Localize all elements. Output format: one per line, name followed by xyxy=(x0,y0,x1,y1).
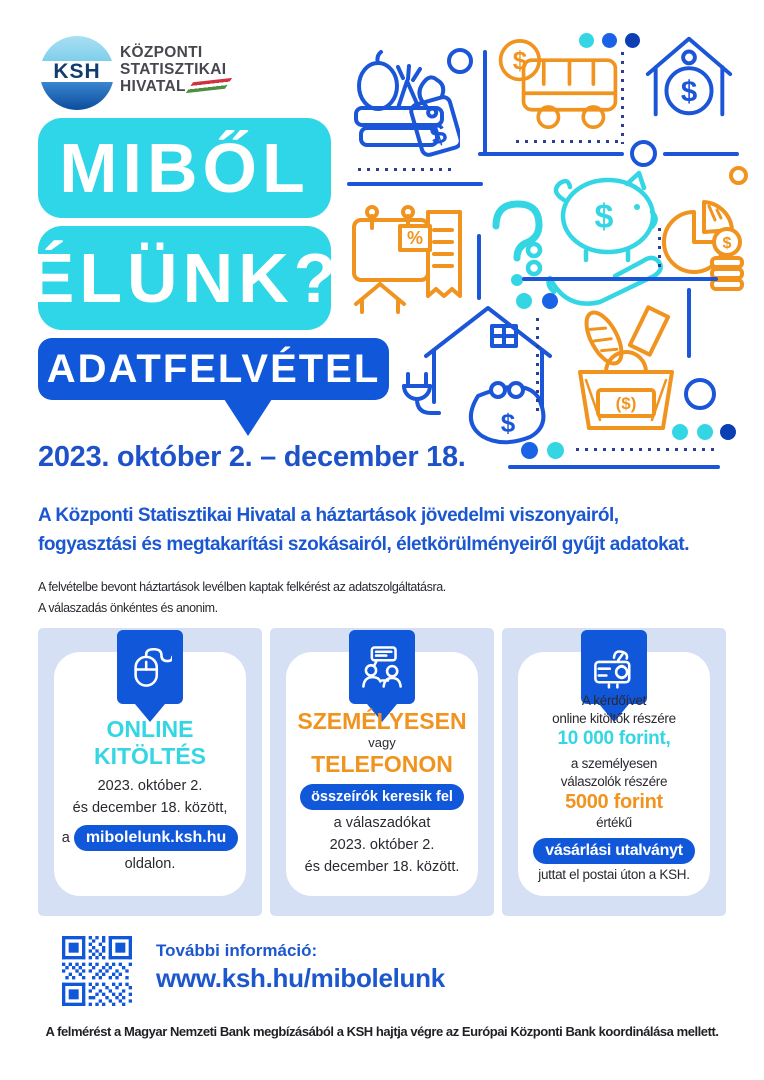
note-paragraph xyxy=(38,577,446,619)
intro-line-2: fogyasztási és megtakarítási szokásairól, életkörülményeiről gyűjt adatokat. xyxy=(38,534,690,555)
dotted-line-decor xyxy=(536,318,539,416)
ksh-logo-name xyxy=(120,44,227,95)
ksh-logo xyxy=(40,36,114,110)
voucher-amount-online: 10 000 forint, xyxy=(557,728,671,749)
in-person-card-content xyxy=(270,628,494,916)
in-person-heading-2: TELEFONON xyxy=(311,751,453,777)
line-decor xyxy=(483,50,487,154)
online-heading-2: KITÖLTÉS xyxy=(93,743,206,769)
voucher-text-2: online kitöltők részére xyxy=(552,710,676,726)
voucher-pill: vásárlási utalványt xyxy=(533,838,695,864)
date-range: 2023. október 2. – december 18. xyxy=(38,441,466,473)
card-in-person xyxy=(270,628,494,916)
hungarian-flag-icon xyxy=(186,78,232,93)
circle-outline-decor xyxy=(447,48,473,74)
dot-decor xyxy=(579,33,594,48)
note-line-2: A válaszadás önkéntes és anonim. xyxy=(38,601,218,615)
line-decor xyxy=(477,234,481,300)
cards-band xyxy=(38,628,726,916)
dotted-line-decor xyxy=(358,168,454,171)
svg-text:%: % xyxy=(406,228,424,248)
logo-name-line1: KÖZPONTI xyxy=(120,44,203,61)
online-pill-row xyxy=(38,825,262,851)
title-word-1: MIBŐL xyxy=(38,118,331,218)
dot-decor xyxy=(521,442,538,459)
card-online xyxy=(38,628,262,916)
line-decor xyxy=(347,182,483,186)
online-pill-prefix: a xyxy=(61,830,70,846)
house-with-dollar-coin-icon xyxy=(640,28,738,126)
title-word-2: ÉLÜNK? xyxy=(38,226,331,330)
dot-decor xyxy=(697,424,713,440)
card-voucher xyxy=(502,628,726,916)
line-decor xyxy=(478,152,624,156)
logo-name-line2: STATISZTIKAI xyxy=(120,61,227,78)
svg-text:$: $ xyxy=(512,47,528,76)
line-decor xyxy=(663,152,739,156)
voucher-text-1: A kérdőívet xyxy=(581,693,647,708)
voucher-text-5: értékű xyxy=(596,815,632,830)
in-person-pill-row xyxy=(270,784,494,810)
banner-tail-decor xyxy=(224,399,272,436)
voucher-pill-row xyxy=(502,838,726,864)
house-plug-purse-icon xyxy=(392,298,574,450)
dotted-line-decor xyxy=(516,140,620,143)
intro-line-1: A Központi Statisztikai Hivatal a háztartások jövedelmi viszonyairól, xyxy=(38,505,619,526)
dot-decor xyxy=(672,424,688,440)
line-decor xyxy=(687,288,691,358)
dotted-line-decor xyxy=(621,52,624,144)
svg-text:$: $ xyxy=(722,235,732,252)
in-person-text-1: a válaszadókat xyxy=(333,815,431,831)
dot-decor xyxy=(602,33,617,48)
voucher-text-3: a személyesen xyxy=(570,756,658,771)
svg-text:$: $ xyxy=(680,75,698,109)
dotted-line-decor xyxy=(658,228,661,270)
in-person-text-3: és december 18. között. xyxy=(304,859,460,875)
bus-with-dollar-coin-icon xyxy=(496,36,620,133)
dot-decor xyxy=(547,442,564,459)
line-decor xyxy=(522,277,718,281)
in-person-heading-1: SZEMÉLYESEN xyxy=(297,708,467,734)
voucher-amount-in-person: 5000 forint xyxy=(565,791,663,813)
online-text-2: és december 18. között, xyxy=(72,800,228,816)
online-suffix: oldalon. xyxy=(124,856,176,872)
online-text-1: 2023. október 2. xyxy=(97,778,203,794)
calendar-with-percent-receipt-icon xyxy=(350,196,464,314)
svg-text:$: $ xyxy=(594,198,614,236)
grocery-basket-price-tag-icon xyxy=(348,44,460,164)
online-card-content xyxy=(38,628,262,916)
disclaimer: A felmérést a Magyar Nemzeti Bank megbízásából a KSH hajtja végre az Európai Központi Bank koordinálása mellett. xyxy=(45,1024,719,1039)
voucher-card-content xyxy=(502,628,726,916)
note-line-1: A felvételbe bevont háztartások levélben kaptak felkérést az adatszolgáltatásra. xyxy=(38,580,446,594)
ksh-logo-acronym: KSH xyxy=(53,60,101,84)
more-info-label: További információ: xyxy=(156,941,318,960)
svg-text:$: $ xyxy=(426,117,451,152)
svg-text:($): ($) xyxy=(615,394,637,413)
voucher-text-4: válaszolók részére xyxy=(560,773,668,789)
dot-decor xyxy=(720,424,736,440)
picnic-basket-with-banknote-icon xyxy=(568,298,684,438)
in-person-text-2: 2023. október 2. xyxy=(329,837,435,853)
circle-outline-decor xyxy=(729,166,748,185)
online-url-pill[interactable]: mibolelunk.ksh.hu xyxy=(74,825,238,851)
more-info-url[interactable]: www.ksh.hu/mibolelunk xyxy=(156,963,445,993)
dotted-line-decor xyxy=(576,448,720,451)
in-person-conjunction: vagy xyxy=(368,735,396,750)
circle-outline-decor xyxy=(684,378,716,410)
logo-name-line3: HIVATAL xyxy=(120,78,227,95)
voucher-text-6: juttat el postai úton a KSH. xyxy=(538,866,690,882)
intro-paragraph xyxy=(38,501,689,559)
in-person-pill: összeírók keresik fel xyxy=(300,784,464,810)
qr-code xyxy=(62,936,132,1006)
dot-decor xyxy=(625,33,640,48)
online-heading-1: ONLINE xyxy=(106,716,194,742)
svg-text:$: $ xyxy=(500,408,516,438)
line-decor xyxy=(508,465,720,469)
title-banner: ADATFELVÉTEL xyxy=(38,338,389,400)
